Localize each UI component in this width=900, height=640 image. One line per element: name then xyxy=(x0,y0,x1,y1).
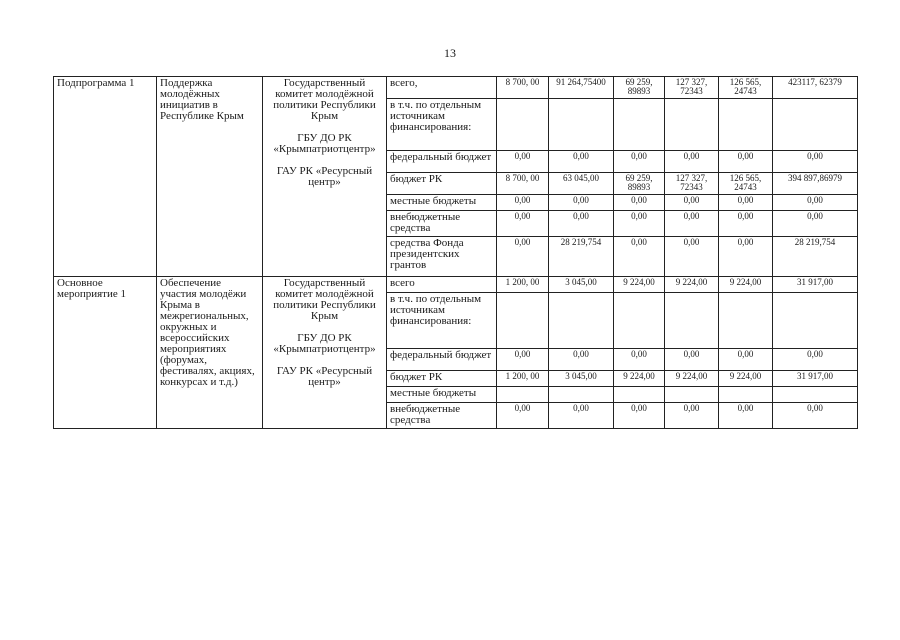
amount-cell: 8 700, 00 xyxy=(497,77,549,99)
funding-source: местные бюджеты xyxy=(387,387,497,403)
amount-cell: 0,00 xyxy=(497,151,549,173)
amount-cell: 28 219,754 xyxy=(773,237,858,277)
executor-name: ГАУ РК «Ресурсный центр» xyxy=(276,165,373,188)
section-executors xyxy=(263,77,387,277)
amount-cell: 9 224,00 xyxy=(614,371,665,387)
amount-cell: 69 259, 89893 xyxy=(614,173,665,195)
executor-name: ГБУ ДО РК «Крымпатриотцентр» xyxy=(273,132,376,155)
amount-cell xyxy=(665,293,719,349)
amount-cell: 9 224,00 xyxy=(614,277,665,293)
amount-cell xyxy=(497,293,549,349)
amount-cell: 0,00 xyxy=(665,403,719,429)
amount-cell: 9 224,00 xyxy=(719,371,773,387)
amount-cell xyxy=(665,387,719,403)
amount-cell: 63 045,00 xyxy=(549,173,614,195)
section-name: Основное мероприятие 1 xyxy=(54,277,157,429)
funding-source: внебюджетные средства xyxy=(387,403,497,429)
amount-cell: 126 565, 24743 xyxy=(719,173,773,195)
funding-source: в т.ч. по отдельным источникам финансирования: xyxy=(387,99,497,151)
amount-cell: 423117, 62379 xyxy=(773,77,858,99)
section-description: Обеспечение участия молодёжи Крыма в межрегиональных, окружных и всероссийских мероприятиях (форумах, фестивалях, акциях, конкурсах и т.д.) xyxy=(157,277,263,429)
amount-cell: 127 327, 72343 xyxy=(665,173,719,195)
amount-cell: 0,00 xyxy=(497,237,549,277)
amount-cell xyxy=(719,99,773,151)
funding-source: внебюджетные средства xyxy=(387,211,497,237)
amount-cell: 0,00 xyxy=(614,349,665,371)
amount-cell xyxy=(549,293,614,349)
section-description: Поддержка молодёжных инициатив в Республике Крым xyxy=(157,77,263,277)
funding-source: федеральный бюджет xyxy=(387,151,497,173)
amount-cell: 3 045,00 xyxy=(549,371,614,387)
amount-cell: 0,00 xyxy=(719,403,773,429)
amount-cell: 8 700, 00 xyxy=(497,173,549,195)
amount-cell: 0,00 xyxy=(719,237,773,277)
amount-cell xyxy=(719,387,773,403)
amount-cell: 0,00 xyxy=(665,211,719,237)
funding-source: всего xyxy=(387,277,497,293)
amount-cell: 0,00 xyxy=(773,349,858,371)
amount-cell: 0,00 xyxy=(549,195,614,211)
amount-cell: 69 259, 89893 xyxy=(614,77,665,99)
amount-cell xyxy=(773,293,858,349)
amount-cell xyxy=(665,99,719,151)
amount-cell: 0,00 xyxy=(614,403,665,429)
amount-cell: 0,00 xyxy=(549,211,614,237)
amount-cell xyxy=(773,99,858,151)
funding-source: в т.ч. по отдельным источникам финансирования: xyxy=(387,293,497,349)
amount-cell: 0,00 xyxy=(773,151,858,173)
amount-cell: 0,00 xyxy=(614,211,665,237)
amount-cell: 0,00 xyxy=(497,403,549,429)
amount-cell: 0,00 xyxy=(773,403,858,429)
amount-cell xyxy=(614,99,665,151)
amount-cell: 394 897,86979 xyxy=(773,173,858,195)
executor-name: ГБУ ДО РК «Крымпатриотцентр» xyxy=(273,332,376,355)
executor-name: Государственный комитет молодёжной политики Республики Крым xyxy=(273,77,376,122)
amount-cell: 31 917,00 xyxy=(773,277,858,293)
table-row xyxy=(54,77,858,99)
table-body xyxy=(54,77,858,429)
amount-cell: 0,00 xyxy=(665,237,719,277)
budget-table xyxy=(53,76,858,429)
amount-cell: 91 264,75400 xyxy=(549,77,614,99)
amount-cell: 0,00 xyxy=(497,195,549,211)
page-number: 13 xyxy=(444,46,456,60)
amount-cell: 3 045,00 xyxy=(549,277,614,293)
amount-cell xyxy=(549,387,614,403)
amount-cell: 0,00 xyxy=(773,211,858,237)
amount-cell xyxy=(773,387,858,403)
amount-cell: 9 224,00 xyxy=(665,371,719,387)
amount-cell: 0,00 xyxy=(773,195,858,211)
amount-cell: 0,00 xyxy=(665,151,719,173)
amount-cell: 0,00 xyxy=(549,349,614,371)
amount-cell: 0,00 xyxy=(497,349,549,371)
funding-source: бюджет РК xyxy=(387,173,497,195)
table-row xyxy=(54,277,858,293)
amount-cell: 0,00 xyxy=(719,195,773,211)
funding-source: местные бюджеты xyxy=(387,195,497,211)
amount-cell: 1 200, 00 xyxy=(497,371,549,387)
amount-cell: 0,00 xyxy=(719,151,773,173)
amount-cell: 0,00 xyxy=(497,211,549,237)
funding-source: федеральный бюджет xyxy=(387,349,497,371)
amount-cell xyxy=(719,293,773,349)
section-executors xyxy=(263,277,387,429)
funding-source: средства Фонда президентских грантов xyxy=(387,237,497,277)
amount-cell: 0,00 xyxy=(549,151,614,173)
section-name: Подпрограмма 1 xyxy=(54,77,157,277)
amount-cell: 0,00 xyxy=(719,349,773,371)
amount-cell: 0,00 xyxy=(614,195,665,211)
executor-name: ГАУ РК «Ресурсный центр» xyxy=(276,365,373,388)
amount-cell xyxy=(614,387,665,403)
amount-cell: 0,00 xyxy=(665,349,719,371)
amount-cell: 9 224,00 xyxy=(665,277,719,293)
executor-name: Государственный комитет молодёжной политики Республики Крым xyxy=(273,277,376,322)
amount-cell: 31 917,00 xyxy=(773,371,858,387)
amount-cell: 0,00 xyxy=(614,237,665,277)
amount-cell: 0,00 xyxy=(549,403,614,429)
funding-source: бюджет РК xyxy=(387,371,497,387)
amount-cell: 0,00 xyxy=(665,195,719,211)
amount-cell: 127 327, 72343 xyxy=(665,77,719,99)
amount-cell xyxy=(497,387,549,403)
amount-cell: 126 565, 24743 xyxy=(719,77,773,99)
amount-cell: 0,00 xyxy=(614,151,665,173)
funding-source: всего, xyxy=(387,77,497,99)
amount-cell: 0,00 xyxy=(719,211,773,237)
amount-cell: 1 200, 00 xyxy=(497,277,549,293)
amount-cell: 28 219,754 xyxy=(549,237,614,277)
amount-cell xyxy=(549,99,614,151)
amount-cell xyxy=(614,293,665,349)
amount-cell: 9 224,00 xyxy=(719,277,773,293)
amount-cell xyxy=(497,99,549,151)
